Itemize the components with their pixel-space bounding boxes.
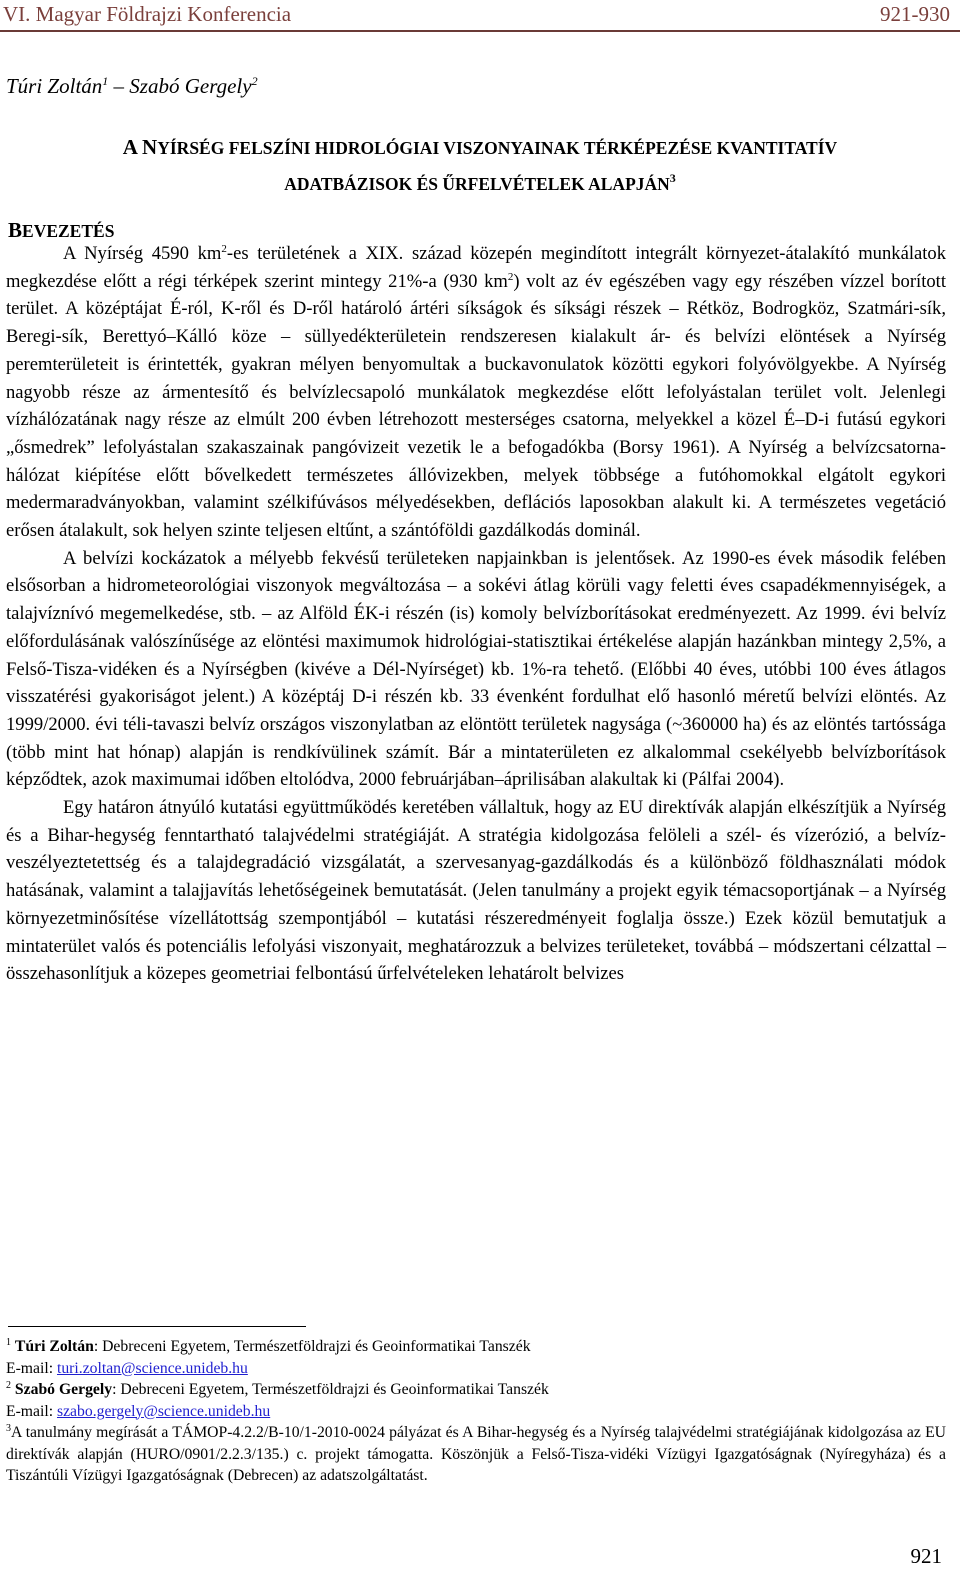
footnote-1-email-line: [6, 1358, 946, 1380]
section-heading-text: EVEZETÉS: [22, 221, 115, 241]
author-line: [6, 74, 258, 99]
title-line-2-text: ADATBÁZISOK ÉS ŰRFELVÉTELEK ALAPJÁN: [284, 174, 670, 194]
superscript-2: 2: [507, 270, 514, 283]
paragraph-1-part-b: -es területének a XIX. század közepén megindított integrált környezet-átalakító munkálatok megkezdése előtt a régi térképek szerint mintegy 21%-a (930 km: [6, 243, 947, 292]
footnote-1-mark: 1: [6, 1337, 11, 1348]
conference-name: VI. Magyar Földrajzi Konferencia: [3, 2, 292, 26]
page-range: 921-930: [880, 2, 950, 26]
paragraph-1-part-a: A Nyírség 4590 km: [63, 243, 222, 264]
footnote-3-mark: 3: [6, 1423, 11, 1434]
footnote-2-affiliation: : Debreceni Egyetem, Természetföldrajzi és Geoinformatikai Tanszék: [112, 1381, 549, 1398]
section-initial: B: [8, 218, 23, 242]
paragraph-1: [6, 240, 946, 545]
paragraph-3: Egy határon átnyúló kutatási együttműködés keretében vállaltuk, hogy az EU direktívák alapján elkészítjük a Nyírség és a Bihar-hegység fenntartható talajvédelmi stratégiáját. A stratégia kidolgozása felöleli a szél- és vízerózió, a belvíz-veszélyeztetettség és a talajdegradáció vizsgálatát, a szervesanyag-gazdálkodás és a különböző földhasználati módok hatásának, valamint a talajjavítás lehetőségeinek bemutatását. (Jelen tanulmány a projekt egyik témacsoportjának – a Nyírség környezetminősítése vízellátottság szempontjából – kutatási részeredményeit foglalja össze.) Ezek közül bemutatjuk a mintaterület valós és potenciális lefolyási viszonyait, meghatározzuk a belvizes területeket, továbbá – módszertani célzattal – összehasonlítjuk a közepes geometriai felbontású űrfelvételeken lehatárolt belvizes: [6, 797, 946, 985]
email-link-2[interactable]: szabo.gergely@science.unideb.hu: [56, 1402, 271, 1420]
running-header: [0, 0, 960, 32]
footnote-1: [6, 1336, 946, 1358]
footnote-3: [6, 1422, 946, 1487]
footnote-2-mark: 2: [6, 1380, 11, 1391]
footnote-2-name: Szabó Gergely: [14, 1381, 113, 1398]
footnote-2: [6, 1379, 946, 1401]
superscript-2: 2: [221, 243, 227, 255]
paragraph-2: A belvízi kockázatok a mélyebb fekvésű területeken napjainkban is jelentősek. Az 1990-es évek második felében elsősorban a hidrometeorológiai viszonyok megváltozása – a sokévi átlag körüli vagy feletti éves csapadékmennyiségek, a talajvíznívó megemelkedése, stb. – az Alföld ÉK-i részén (is) komoly belvízborításokat eredményezett. Az 1999. évi belvíz előfordulásának valószínűsége az elöntési maximumok hidrológiai-statisztikai értékelése alapján hazánkban mintegy 2,5%, a Felső-Tisza-vidéken és a Nyírségben (kivéve a Dél-Nyírséget) kb. 1%-ra tehető. (Előbbi 40 éves, utóbbi 100 éves átlagos visszatérési gyakoriságot jelent.) A középtáj D-i részén kb. 33 évenként fordulhat elő hasonló méretű belvízi elöntés. Az 1999/2000. évi téli-tavaszi belvíz országos viszonylatban az elöntött területek nagysága (~360000 ha) és az elöntés tartóssága (több mint hat hónap) alapján is rendkívülinek számít. Bár a mintaterületen ez alkalommal csekélyebb belvízborítások képződtek, azok maximumai időben eltolódva, 2000 februárjában–áprilisában alakultak ki (Pálfai 2004).: [6, 547, 946, 791]
footnote-1-name: Túri Zoltán: [14, 1338, 94, 1355]
title-line-1: [0, 132, 960, 163]
footnote-1-affiliation: : Debreceni Egyetem, Természetföldrajzi és Geoinformatikai Tanszék: [93, 1338, 531, 1355]
footnote-separator: [8, 1326, 306, 1327]
author-2: Szabó Gergely: [129, 74, 252, 98]
email-link-1[interactable]: turi.zoltan@science.unideb.hu: [56, 1359, 248, 1377]
title-line-1-text: YÍRSÉG FELSZÍNI HIDROLÓGIAI VISZONYAINAK TÉRKÉPEZÉSE KVANTITATÍV: [157, 138, 838, 158]
author-1-footnote-mark: 1: [102, 74, 109, 88]
author-separator: –: [108, 74, 130, 98]
title-initial: A N: [122, 135, 158, 159]
title-footnote-mark: 3: [669, 171, 676, 185]
email-label: E-mail:: [6, 1359, 57, 1377]
footnotes: [6, 1336, 946, 1487]
paragraph-1-part-c: ) volt az év egészében vagy egy részében vízzel borított terület. A középtájat É-ról, K-ről és D-ről határoló ártéri síkságok és síksági részek – Rétköz, Bodrogköz, Szatmári-sík, Beregi-sík, Berettyó–Kálló köze – süllyedékterületein rendszeresen kialakult ár- és belvízi elöntések a Nyírség peremterületeit is érintették, gyakran mélyen benyomultak a buckavonulatok közötti egykori folyóvölgyekbe. A Nyírség nagyobb része az ármentesítő és belvízlecsapoló munkálatok megkezdése előtt lefolyástalan terület volt. Jelenlegi vízhálózatának nagy része az elmúlt 200 évben létrehozott mesterséges csatorna, melyekkel a közel É–D-i futású egykori „ősmedrek” lefolyástalan szakaszainak pangóvizeit vezetik le a befogadókba (Borsy 1961). A Nyírség a belvízcsatorna-hálózat kiépítése előtt bővelkedett természetes állóvizekben, melyek többsége a futóhomokkal elgátolt egykori medermaradványokban, valamint szélkifúvásos mélyedésekben, deflációs laposokban alakult ki. A természetes vegetáció erősen átalakult, sok helyen szinte teljesen eltűnt, a szántóföldi gazdálkodás dominál.: [6, 270, 946, 542]
author-1: Túri Zoltán: [6, 74, 103, 98]
footnote-3-text: A tanulmány megírását a TÁMOP-4.2.2/B-10/1-2010-0024 pályázat és A Bihar-hegység és a Nyírség talajvédelmi stratégiájának kidolgozása az EU direktívák alapján (HURO/0901/2.2.3/135.) c. projekt támogatta. Köszönjük a Felső-Tisza-vidéki Vízügyi Igazgatóságnak (Nyíregyháza) és a Tiszántúli Vízügyi Igazgatóságnak (Debrecen) az adatszolgáltatást.: [6, 1424, 946, 1484]
page-number: 921: [910, 1544, 942, 1568]
author-2-footnote-mark: 2: [251, 74, 258, 88]
footnote-2-email-line: [6, 1401, 946, 1423]
paper-title: [0, 132, 960, 199]
title-line-2: [0, 163, 960, 199]
email-label: E-mail:: [6, 1402, 57, 1420]
body-text: [6, 240, 946, 988]
